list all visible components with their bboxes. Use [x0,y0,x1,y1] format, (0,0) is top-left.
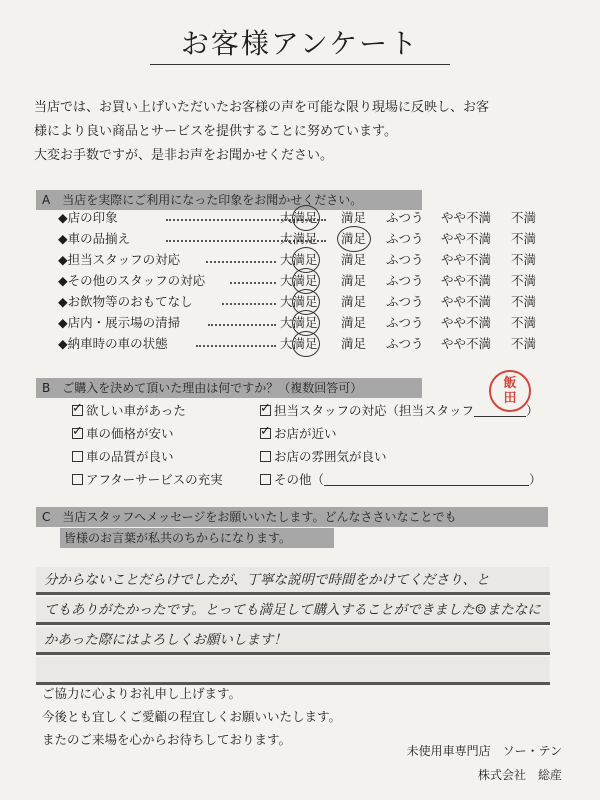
question-row [58,334,558,354]
question-row [58,292,558,312]
option-dissatisfied[interactable]: 不満 [511,294,537,309]
leader-dots [206,261,276,263]
other-reason-blank[interactable] [324,485,529,486]
option-dissatisfied[interactable]: 不満 [511,210,537,225]
checkbox-staff-response[interactable]: ✓担当スタッフの対応（担当スタッフ ） [260,402,539,420]
question-row [58,250,558,270]
option-somewhat-dissatisfied[interactable]: やや不満 [441,315,492,330]
closing-line: 今後とも宜しくご愛顧の程宜しくお願いいたします。 [42,709,342,724]
section-c-header-line1: C 当店スタッフへメッセージをお願いいたします。どんなささいなことでも [36,507,548,527]
option-neutral[interactable]: ふつう [386,231,424,246]
intro-line: 様により良い商品とサービスを提供することに努めています。 [34,124,397,139]
option-somewhat-dissatisfied[interactable]: やや不満 [441,336,492,351]
page-title: お客様アンケート [180,27,420,60]
company-name: 株式会社 総産 [477,768,562,782]
closing-text [42,682,341,751]
intro-text [34,96,574,168]
staff-name-blank[interactable] [474,416,526,417]
checkbox-box[interactable] [72,474,83,485]
question-label: ◆店内・展示場の清掃 [58,315,181,330]
checkbox-after-service[interactable]: アフターサービスの充実 [72,471,223,489]
checkbox-box[interactable] [72,405,83,416]
option-somewhat-dissatisfied[interactable]: やや不満 [441,294,492,309]
option-somewhat-dissatisfied[interactable]: やや不満 [441,210,492,225]
leader-dots [222,303,276,305]
option-satisfied[interactable]: 満足 [341,315,367,330]
question-label: ◆納車時の車の状態 [58,336,168,351]
option-very-satisfied[interactable]: 大満足 [280,292,318,312]
checkbox-other[interactable]: その他（ ） [260,471,542,489]
closing-line: ご協力に心よりお礼申し上げます。 [42,686,242,701]
name-seal-stamp: 飯 田 [489,370,531,412]
leader-dots [196,345,276,347]
option-dissatisfied[interactable]: 不満 [511,315,537,330]
checkbox-store-atmosphere[interactable]: お店の雰囲気が良い [260,448,387,466]
option-satisfied[interactable]: 満足 [341,336,367,351]
question-label: ◆店の印象 [58,210,118,225]
option-very-satisfied[interactable]: 大満足 [280,231,318,246]
message-line[interactable]: てもありがたかったです。とっても満足して購入することができました☺またなに [36,597,550,625]
message-line[interactable]: 分からないことだらけでしたが、丁寧な説明で時間をかけてくださり、と [36,567,550,595]
leader-dots [208,324,276,326]
option-very-satisfied[interactable]: 大満足 [280,334,318,354]
option-dissatisfied[interactable]: 不満 [511,273,537,288]
question-row [58,229,558,249]
question-label: ◆お飲物等のおもてなし [58,294,193,309]
leader-dots [230,282,276,284]
option-satisfied[interactable]: 満足 [341,210,367,225]
section-c-header-line2: 皆様のお言葉が私共のちからになります。 [60,528,334,548]
option-dissatisfied[interactable]: 不満 [511,231,537,246]
checkbox-box[interactable] [72,428,83,439]
option-satisfied[interactable]: 満足 [341,273,367,288]
checkbox-store-nearby[interactable]: ✓お店が近い [260,425,337,443]
intro-line: 大変お手数ですが、是非お声をお聞かせください。 [34,148,334,163]
option-very-satisfied[interactable]: 大満足 [280,271,318,291]
message-line[interactable] [36,657,550,685]
section-a-header: A 当店を実際にご利用になった印象をお聞かせください。 [36,190,422,210]
question-row [58,271,558,291]
option-dissatisfied[interactable]: 不満 [511,252,537,267]
option-neutral[interactable]: ふつう [386,273,424,288]
message-lines[interactable] [36,567,550,687]
closing-line: またのご来場を心からお待ちしております。 [42,732,292,747]
option-somewhat-dissatisfied[interactable]: やや不満 [441,231,492,246]
option-somewhat-dissatisfied[interactable]: やや不満 [441,273,492,288]
option-very-satisfied[interactable]: 大満足 [280,208,318,228]
option-satisfied[interactable]: 満足 [341,294,367,309]
option-satisfied[interactable]: 満足 [341,229,366,249]
checkbox-wanted-car[interactable]: ✓欲しい車があった [72,402,186,420]
option-neutral[interactable]: ふつう [386,252,424,267]
checkbox-box[interactable] [260,474,271,485]
shop-name: 未使用車専門店 ソー・テン [406,744,562,758]
option-neutral[interactable]: ふつう [386,294,424,309]
intro-line: 当店では、お買い上げいただいたお客様の声を可能な限り現場に反映し、お客 [34,100,490,115]
question-label: ◆その他のスタッフの対応 [58,273,206,288]
option-very-satisfied[interactable]: 大満足 [280,313,318,333]
option-neutral[interactable]: ふつう [386,315,424,330]
option-very-satisfied[interactable]: 大満足 [280,250,318,270]
question-label: ◆担当スタッフの対応 [58,252,181,267]
option-dissatisfied[interactable]: 不満 [511,336,537,351]
option-neutral[interactable]: ふつう [386,336,424,351]
question-row [58,313,558,333]
question-row [58,208,558,228]
checkbox-low-price[interactable]: ✓車の価格が安い [72,425,174,443]
checkbox-box[interactable] [260,405,271,416]
checkbox-box[interactable] [260,451,271,462]
checkbox-good-quality[interactable]: 車の品質が良い [72,448,174,466]
section-b-header: B ご購入を決めて頂いた理由は何ですか？（複数回答可） [36,378,422,398]
checkbox-box[interactable] [72,451,83,462]
option-neutral[interactable]: ふつう [386,210,424,225]
message-line[interactable]: かあった際にはよろしくお願いします！ [36,627,550,655]
checkbox-box[interactable] [260,428,271,439]
question-label: ◆車の品揃え [58,231,131,246]
option-somewhat-dissatisfied[interactable]: やや不満 [441,252,492,267]
title-underline [150,64,450,65]
option-satisfied[interactable]: 満足 [341,252,367,267]
